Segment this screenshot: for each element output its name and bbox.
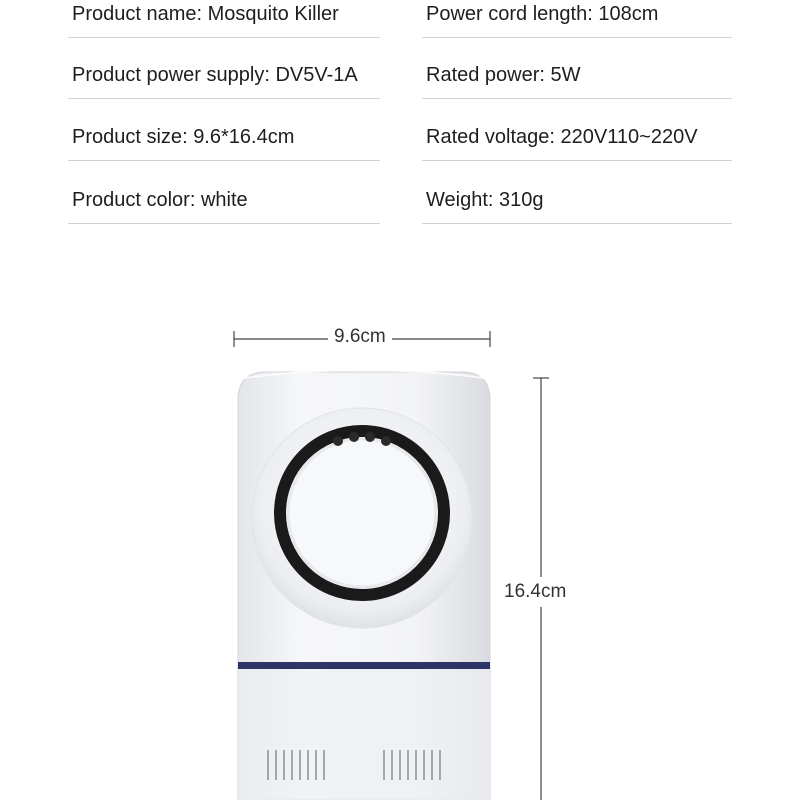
spec-value: Mosquito Killer xyxy=(207,3,339,25)
spec-value: white xyxy=(200,189,248,211)
spec-value: 108cm xyxy=(598,3,659,25)
mosquito-killer-device xyxy=(238,370,490,800)
spec-label: Weight xyxy=(426,189,488,211)
spec-product-color: Product color: white xyxy=(68,186,380,224)
spec-label: Product power supply xyxy=(72,64,265,86)
spec-label: Product size xyxy=(72,126,183,148)
spec-value: 220V110~220V xyxy=(560,126,698,148)
spec-product-size: Product size: 9.6*16.4cm xyxy=(68,123,380,161)
spec-label: Rated power xyxy=(426,64,540,86)
spec-label: Rated voltage xyxy=(426,126,550,148)
width-dimension-label: 9.6cm xyxy=(328,326,392,348)
accent-band xyxy=(238,662,490,669)
spec-label: Product color xyxy=(72,189,190,211)
spec-label: Product name xyxy=(72,3,197,25)
spec-power-supply: Product power supply: DV5V-1A xyxy=(68,61,380,99)
spec-product-name: Product name: Mosquito Killer xyxy=(68,0,380,38)
spec-label: Power cord length xyxy=(426,3,588,25)
spec-weight: Weight: 310g xyxy=(422,186,732,224)
spec-rated-voltage: Rated voltage: 220V110~220V xyxy=(422,123,732,161)
spec-value: 9.6*16.4cm xyxy=(193,126,295,148)
spec-value: 5W xyxy=(550,64,581,86)
spec-cord-length: Power cord length: 108cm xyxy=(422,0,732,38)
product-diagram xyxy=(0,250,800,800)
product-illustration xyxy=(0,250,800,800)
spec-value: 310g xyxy=(499,189,544,211)
spec-table xyxy=(0,0,800,240)
height-dimension-label: 16.4cm xyxy=(502,577,568,607)
spec-rated-power: Rated power: 5W xyxy=(422,61,732,99)
spec-value: DV5V-1A xyxy=(275,64,358,86)
